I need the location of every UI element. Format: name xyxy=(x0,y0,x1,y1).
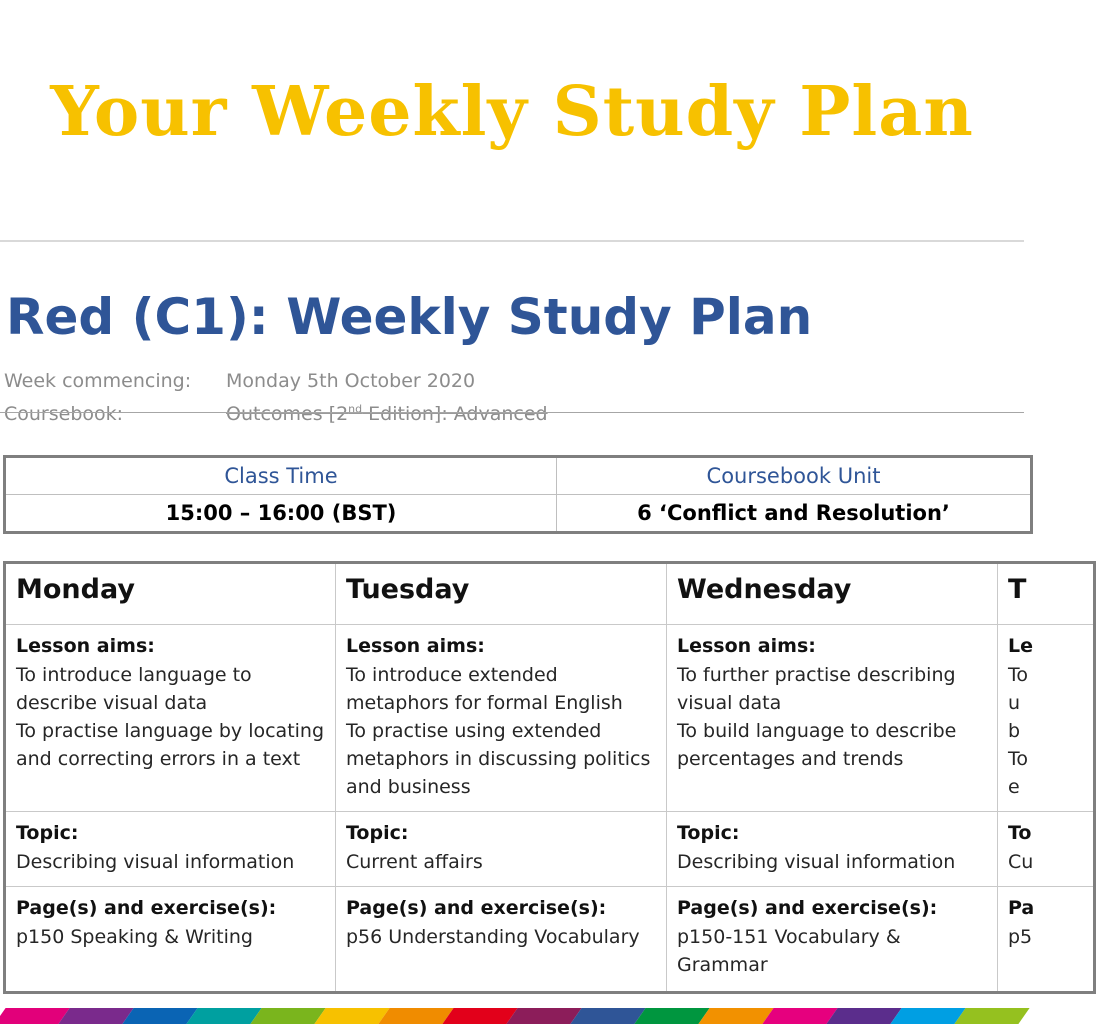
aim-line: and correcting errors in a text xyxy=(16,748,301,770)
lesson-aims-row xyxy=(5,625,1095,812)
aim-line: and business xyxy=(346,776,471,798)
pages-value: p56 Understanding Vocabulary xyxy=(346,926,640,948)
decorative-color-stripe xyxy=(0,1008,1024,1024)
topic-value: Current affairs xyxy=(346,851,483,873)
coursebook-value-sup: nd xyxy=(348,403,363,416)
day-name: Monday xyxy=(5,563,336,625)
topic-cell xyxy=(5,812,336,887)
week-label: Week commencing: xyxy=(4,370,192,392)
topic-value: Describing visual information xyxy=(677,851,956,873)
topic-value: Cu xyxy=(1008,851,1034,873)
stripe-segment xyxy=(250,1008,325,1024)
stripe-segment xyxy=(634,1008,709,1024)
stripe-segment xyxy=(890,1008,965,1024)
aim-line: percentages and trends xyxy=(677,748,904,770)
aim-line: To practise language by locating xyxy=(16,720,325,742)
stripe-segment xyxy=(954,1008,1029,1024)
stripe-segment xyxy=(698,1008,773,1024)
document-title: Red (C1): Weekly Study Plan xyxy=(6,288,813,346)
pages-value: p150-151 Vocabulary & xyxy=(677,926,901,948)
coursebook-value-main: Outcomes [2 xyxy=(226,403,349,426)
day-name: Wednesday xyxy=(667,563,998,625)
lesson-aims-cell xyxy=(998,625,1095,812)
topic-row xyxy=(5,812,1095,887)
stripe-segment xyxy=(378,1008,453,1024)
class-time-header: Class Time xyxy=(5,457,557,495)
aim-line: u xyxy=(1008,692,1021,714)
pages-label: Page(s) and exercise(s): xyxy=(346,897,607,919)
aim-line: To further practise describing xyxy=(677,664,956,686)
pages-value: Grammar xyxy=(677,954,768,976)
pages-cell xyxy=(667,887,998,993)
stripe-segment xyxy=(570,1008,645,1024)
lesson-aims-label: Lesson aims: xyxy=(16,635,155,657)
meta-divider xyxy=(0,412,1024,413)
pages-value: p150 Speaking & Writing xyxy=(16,926,253,948)
aim-line: To xyxy=(1008,664,1029,686)
lesson-aims-cell xyxy=(5,625,336,812)
coursebook-value xyxy=(226,403,548,425)
stripe-segment xyxy=(762,1008,837,1024)
coursebook-value-edition: Edition]: Advanced xyxy=(362,403,548,426)
day-header-row xyxy=(5,563,1095,625)
stripe-segment xyxy=(314,1008,389,1024)
aim-line: To xyxy=(1008,748,1029,770)
aim-line: metaphors in discussing politics xyxy=(346,748,651,770)
coursebook-unit-header: Coursebook Unit xyxy=(557,457,1032,495)
aim-line: metaphors for formal English xyxy=(346,692,623,714)
coursebook-unit-value: 6 ‘Conflict and Resolution’ xyxy=(557,495,1032,533)
lesson-aims-label: Lesson aims: xyxy=(346,635,485,657)
lesson-aims-label: Le xyxy=(1008,635,1033,657)
stripe-segment xyxy=(506,1008,581,1024)
pages-cell xyxy=(998,887,1095,993)
topic-label: Topic: xyxy=(677,822,740,844)
aim-line: To practise using extended xyxy=(346,720,602,742)
stripe-segment xyxy=(442,1008,517,1024)
pages-value: p5 xyxy=(1008,926,1033,948)
week-value: Monday 5th October 2020 xyxy=(226,370,476,392)
topic-cell xyxy=(336,812,667,887)
pages-cell xyxy=(336,887,667,993)
lesson-aims-cell xyxy=(336,625,667,812)
pages-label: Pa xyxy=(1008,897,1035,919)
week-commencing-row xyxy=(4,370,475,392)
pages-row xyxy=(5,887,1095,993)
stripe-segment xyxy=(58,1008,133,1024)
aim-line: describe visual data xyxy=(16,692,208,714)
stripe-segment xyxy=(122,1008,197,1024)
topic-value: Describing visual information xyxy=(16,851,295,873)
topic-cell xyxy=(998,812,1095,887)
coursebook-row xyxy=(4,403,548,425)
lesson-aims-cell xyxy=(667,625,998,812)
class-time-value: 15:00 – 16:00 (BST) xyxy=(5,495,557,533)
topic-cell xyxy=(667,812,998,887)
pages-label: Page(s) and exercise(s): xyxy=(677,897,938,919)
aim-line: visual data xyxy=(677,692,782,714)
topic-label: Topic: xyxy=(346,822,409,844)
lesson-aims-label: Lesson aims: xyxy=(677,635,816,657)
aim-line: To introduce extended xyxy=(346,664,558,686)
day-name: T xyxy=(998,563,1095,625)
aim-line: e xyxy=(1008,776,1020,798)
day-name: Tuesday xyxy=(336,563,667,625)
stripe-segment xyxy=(186,1008,261,1024)
topic-label: To xyxy=(1008,822,1032,844)
pages-label: Page(s) and exercise(s): xyxy=(16,897,277,919)
aim-line: To introduce language to xyxy=(16,664,252,686)
coursebook-label: Coursebook: xyxy=(4,403,124,426)
weekly-schedule-table xyxy=(3,561,1096,994)
stripe-segment xyxy=(826,1008,901,1024)
aim-line: To build language to describe xyxy=(677,720,957,742)
banner-title: Your Weekly Study Plan xyxy=(50,72,974,152)
aim-line: b xyxy=(1008,720,1021,742)
class-info-table xyxy=(3,455,1033,534)
pages-cell xyxy=(5,887,336,993)
topic-label: Topic: xyxy=(16,822,79,844)
